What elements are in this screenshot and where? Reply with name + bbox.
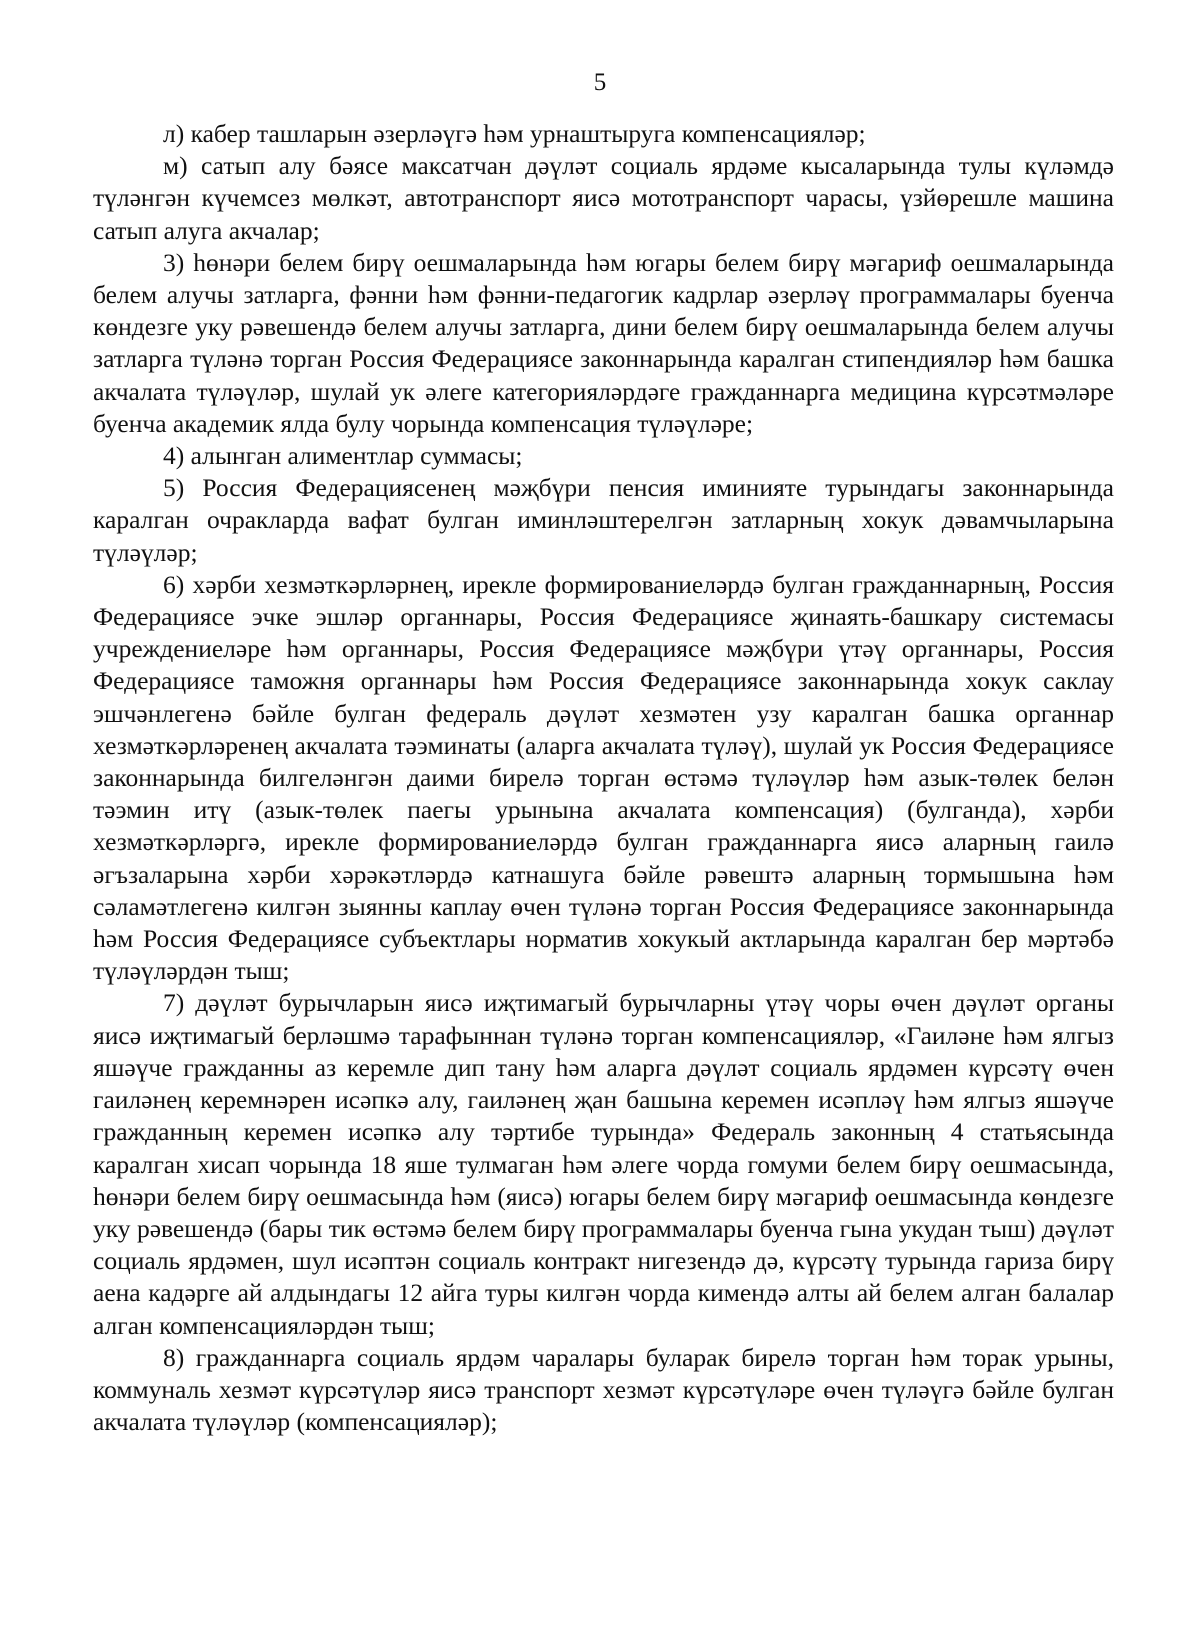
paragraph-item-l: л) кабер ташларын әзерләүгә һәм урнаштыруга компенсацияләр; (163, 119, 866, 148)
paragraph-item-6: 6) хәрби хезмәткәрләрнең, ирекле формированиеләрдә булган гражданнарның, Россия Федерациясе эчке эшләр органнары, Россия Федерациясе җинаять-башкару системасы учреждениеләре һәм органнары, Россия Федерациясе мәҗбүри үтәү органнары, Россия Федерациясе таможня органнары һәм Россия Федерациясе законнарында хокук саклау эшчәнлегенә бәйле булган федераль дәүләт хезмәтен узу каралган башка органнар хезмәткәрләренең акчалата тәэминаты (аларга акчалата түләү), шулай ук Россия Федерациясе законнарында билгеләнгән даими бирелә торган өстәмә түләүләр һәм азык-төлек белән тәэмин итү (азык-төлек паегы урынына акчалата компенсация) (булганда), хәрби хезмәткәрләргә, ирекле формированиеләрдә булган гражданнарга яисә аларның гаилә әгъзаларына хәрби хәрәкәтләрдә катнашуга бәйле рәвештә аларның тормышына һәм сәламәтлегенә килгән зыянны каплау өчен түләнә торган Россия Федерациясе законнарында һәм Россия Федерациясе субъектлары норматив хокукый актларында каралган бер мәртәбә түләүләрдән тыш; (93, 569, 1114, 986)
document-body (93, 118, 1114, 1438)
paragraph-item-5: 5) Россия Федерациясенең мәҗбүри пенсия иминияте турындагы законнарында каралган очракларда вафат булган иминләштерелгән затларның хокук дәвамчыларына түләүләр; (93, 473, 1114, 567)
paragraph-item-3: 3) һөнәри белем бирү оешмаларында һәм югары белем бирү мәгариф оешмаларында белем алучы затларга, фәнни һәм фәнни-педагогик кадрлар әзерләү программалары буенча көндезге уку рәвешендә белем алучы затларга, дини белем бирү оешмаларында белем алучы затларга түләнә торган Россия Федерациясе законнарында каралган стипендияләр һәм башка акчалата түләүләр, шулай ук әлеге категорияләрдәге гражданнарга медицина күрсәтмәләре буенча академик ялда булу чорында компенсация түләүләре; (93, 247, 1114, 438)
paragraph-item-4: 4) алынган алиментлар суммасы; (163, 441, 523, 471)
paragraph-item-7: 7) дәүләт бурычларын яисә иҗтимагый бурычларны үтәү чоры өчен дәүләт органы яисә иҗтимагый берләшмә тарафыннан түләнә торган компенсацияләр, «Гаиләне һәм ялгыз яшәүче гражданны аз керемле дип тану һәм аларга дәүләт социаль ярдәмен күрсәтү өчен гаиләнең керемнәрен исәпкә алу, гаиләнең җан башына керемен исәпләү һәм ялгыз яшәүче гражданның керемен исәпкә алу тәртибе турында» Федераль законның 4 статьясында каралган хисап чорында 18 яше тулмаган һәм әлеге чорда гомуми белем бирү оешмасында, һөнәри белем бирү оешмасында һәм (яисә) югары белем бирү мәгариф оешмасында көндезге уку рәвешендә (бары тик өстәмә белем бирү программалары буенча гына укудан тыш) дәүләт социаль ярдәмен, шул исәптән социаль контракт нигезендә дә, күрсәтү турында гариза бирү аена кадәрге ай алдындагы 12 айга туры килгән чорда кимендә алты ай белем алган балалар алган компенсацияләрдән тыш; (93, 988, 1114, 1340)
page-number: 5 (593, 69, 607, 96)
paragraph-item-m: м) сатып алу бәясе максатчан дәүләт социаль ярдәме кысаларында тулы күләмдә түләнгән күчемсез мөлкәт, автотранспорт яисә мототранспорт чарасы, үзйөрешле машина сатып алуга акчалар; (93, 151, 1114, 245)
paragraph-item-8: 8) гражданнарга социаль ярдәм чаралары буларак бирелә торган һәм торак урыны, коммуналь хезмәт күрсәтүләр яисә транспорт хезмәт күрсәтүләре өчен түләүгә бәйле булган акчалата түләүләр (компенсацияләр); (93, 1342, 1114, 1437)
